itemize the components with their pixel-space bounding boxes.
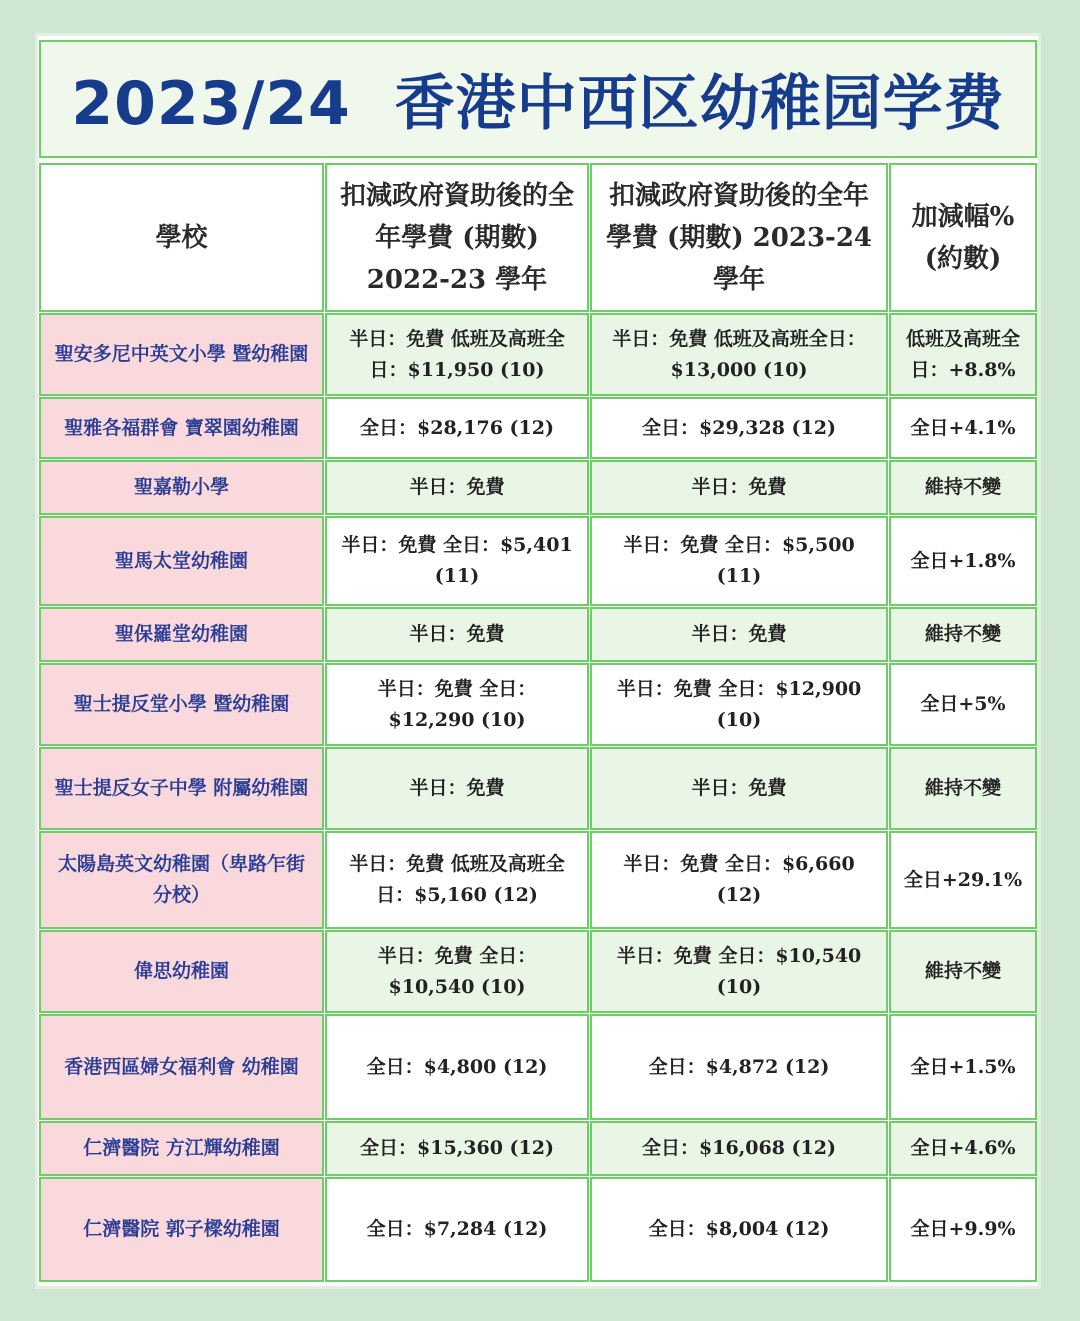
fee-change: 全日+1.5% (889, 1014, 1037, 1120)
fee-2023: 半日：免費 全日：$5,500 (11) (590, 516, 888, 606)
fee-2022: 全日：$4,800 (12) (325, 1014, 589, 1120)
fee-2023: 半日：免費 (590, 460, 888, 515)
header-change: 加減幅% (約數) (889, 163, 1037, 312)
fee-2022: 全日：$7,284 (12) (325, 1177, 589, 1282)
fee-2023: 全日：$4,872 (12) (590, 1014, 888, 1120)
school-name: 仁濟醫院 郭子樑幼稚園 (39, 1177, 324, 1282)
school-name: 聖馬太堂幼稚園 (39, 516, 324, 606)
fee-change: 全日+4.1% (889, 397, 1037, 459)
fee-2023: 半日：免費 低班及高班全日：$13,000 (10) (590, 313, 888, 396)
fee-change: 全日+4.6% (889, 1121, 1037, 1176)
school-name: 聖保羅堂幼稚園 (39, 607, 324, 662)
school-name: 聖雅各福群會 寶翠園幼稚園 (39, 397, 324, 459)
fee-2023: 全日：$16,068 (12) (590, 1121, 888, 1176)
school-name: 太陽島英文幼稚園（卑路乍街分校） (39, 831, 324, 929)
fee-2023: 半日：免費 全日：$6,660 (12) (590, 831, 888, 929)
fee-2022: 半日：免費 低班及高班全日：$5,160 (12) (325, 831, 589, 929)
school-name: 聖安多尼中英文小學 暨幼稚園 (39, 313, 324, 396)
fee-2022: 半日：免費 低班及高班全日：$11,950 (10) (325, 313, 589, 396)
fee-change: 低班及高班全日：+8.8% (889, 313, 1037, 396)
school-name: 聖士提反女子中學 附屬幼稚園 (39, 747, 324, 830)
fee-2022: 全日：$15,360 (12) (325, 1121, 589, 1176)
fee-2023: 全日：$8,004 (12) (590, 1177, 888, 1282)
school-name: 香港西區婦女福利會 幼稚園 (39, 1014, 324, 1120)
fee-2022: 半日：免費 全日：$5,401 (11) (325, 516, 589, 606)
fee-2022: 半日：免費 (325, 607, 589, 662)
header-school: 學校 (39, 163, 324, 312)
school-name: 仁濟醫院 方江輝幼稚園 (39, 1121, 324, 1176)
fee-2023: 半日：免費 全日：$12,900 (10) (590, 663, 888, 746)
fee-change: 維持不變 (889, 930, 1037, 1013)
fee-change: 全日+29.1% (889, 831, 1037, 929)
fee-2023: 半日：免費 全日：$10,540 (10) (590, 930, 888, 1013)
fee-change: 全日+9.9% (889, 1177, 1037, 1282)
fee-change: 維持不變 (889, 607, 1037, 662)
fee-change: 維持不變 (889, 747, 1037, 830)
header-fee-2022: 扣減政府資助後的全年學費 (期數) 2022-23 學年 (325, 163, 589, 312)
fee-2022: 半日：免費 (325, 460, 589, 515)
fee-2023: 全日：$29,328 (12) (590, 397, 888, 459)
school-name: 聖嘉勒小學 (39, 460, 324, 515)
header-fee-2023: 扣減政府資助後的全年學費 (期數) 2023-24 學年 (590, 163, 888, 312)
fee-2022: 全日：$28,176 (12) (325, 397, 589, 459)
fee-2022: 半日：免費 (325, 747, 589, 830)
fee-2023: 半日：免費 (590, 747, 888, 830)
fee-2023: 半日：免費 (590, 607, 888, 662)
fee-change: 維持不變 (889, 460, 1037, 515)
fee-change: 全日+5% (889, 663, 1037, 746)
fee-2022: 半日：免費 全日：$10,540 (10) (325, 930, 589, 1013)
school-name: 聖士提反堂小學 暨幼稚園 (39, 663, 324, 746)
title-banner (39, 40, 1037, 158)
fee-2022: 半日：免費 全日：$12,290 (10) (325, 663, 589, 746)
fee-change: 全日+1.8% (889, 516, 1037, 606)
school-name: 偉思幼稚園 (39, 930, 324, 1013)
page-title: 2023/24 香港中西区幼稚园学费 (71, 69, 1005, 139)
